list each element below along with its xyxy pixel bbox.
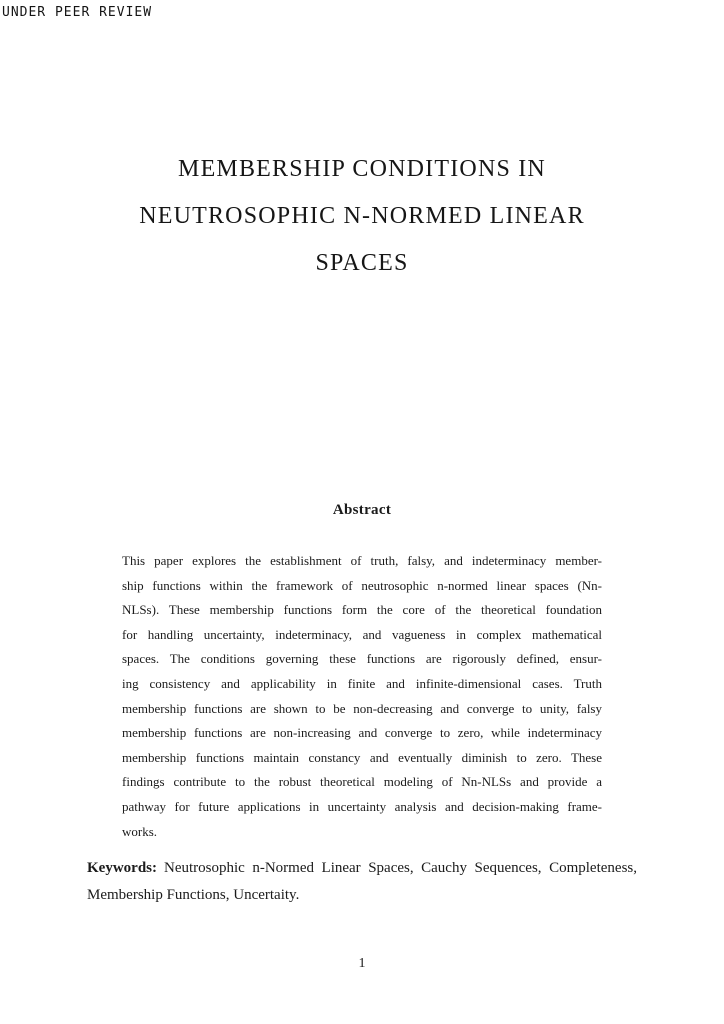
abstract-line: findings contribute to the robust theoretical modeling of Nn-NLSs and provide a	[122, 774, 602, 790]
abstract-line: membership functions are shown to be non-decreasing and converge to unity, falsy	[122, 700, 602, 716]
paper-title-line-3: SPACES	[315, 250, 409, 276]
abstract-line: This paper explores the establishment of truth, falsy, and indeterminacy member-	[122, 553, 602, 568]
abstract-line: membership functions maintain constancy and eventually diminish to zero. These	[122, 749, 602, 765]
abstract-body	[122, 549, 602, 844]
keywords-line-2: Membership Functions, Uncertaity.	[87, 886, 300, 903]
keywords-section	[87, 855, 637, 908]
abstract-line: works.	[122, 823, 158, 839]
abstract-line: pathway for future applications in uncertainty analysis and decision-making frame-	[122, 798, 602, 814]
abstract-line: ship functions within the framework of neutrosophic n-normed linear spaces (Nn-	[122, 577, 602, 593]
peer-review-watermark: UNDER PEER REVIEW	[2, 5, 153, 20]
keywords-label: Keywords:	[87, 860, 157, 876]
keywords-line-1	[87, 855, 637, 882]
abstract-heading: Abstract	[332, 502, 392, 518]
abstract-line: ing consistency and applicability in finite and infinite-dimensional cases. Truth	[122, 675, 602, 691]
paper-title-line-2: NEUTROSOPHIC N-NORMED LINEAR	[139, 203, 585, 229]
abstract-line: membership functions are non-increasing and converge to zero, while indeterminacy	[122, 725, 602, 741]
abstract-line: for handling uncertainty, indeterminacy, and vagueness in complex mathematical	[122, 626, 602, 642]
keywords-text-1: Neutrosophic n-Normed Linear Spaces, Cauchy Sequences, Completeness,	[164, 860, 637, 876]
paper-title	[0, 146, 724, 287]
page-number: 1	[358, 956, 366, 971]
paper-title-line-1: MEMBERSHIP CONDITIONS IN	[178, 156, 546, 182]
abstract-line: NLSs). These membership functions form the core of the theoretical foundation	[122, 602, 602, 618]
abstract-line: spaces. The conditions governing these functions are rigorously defined, ensur-	[122, 651, 602, 667]
